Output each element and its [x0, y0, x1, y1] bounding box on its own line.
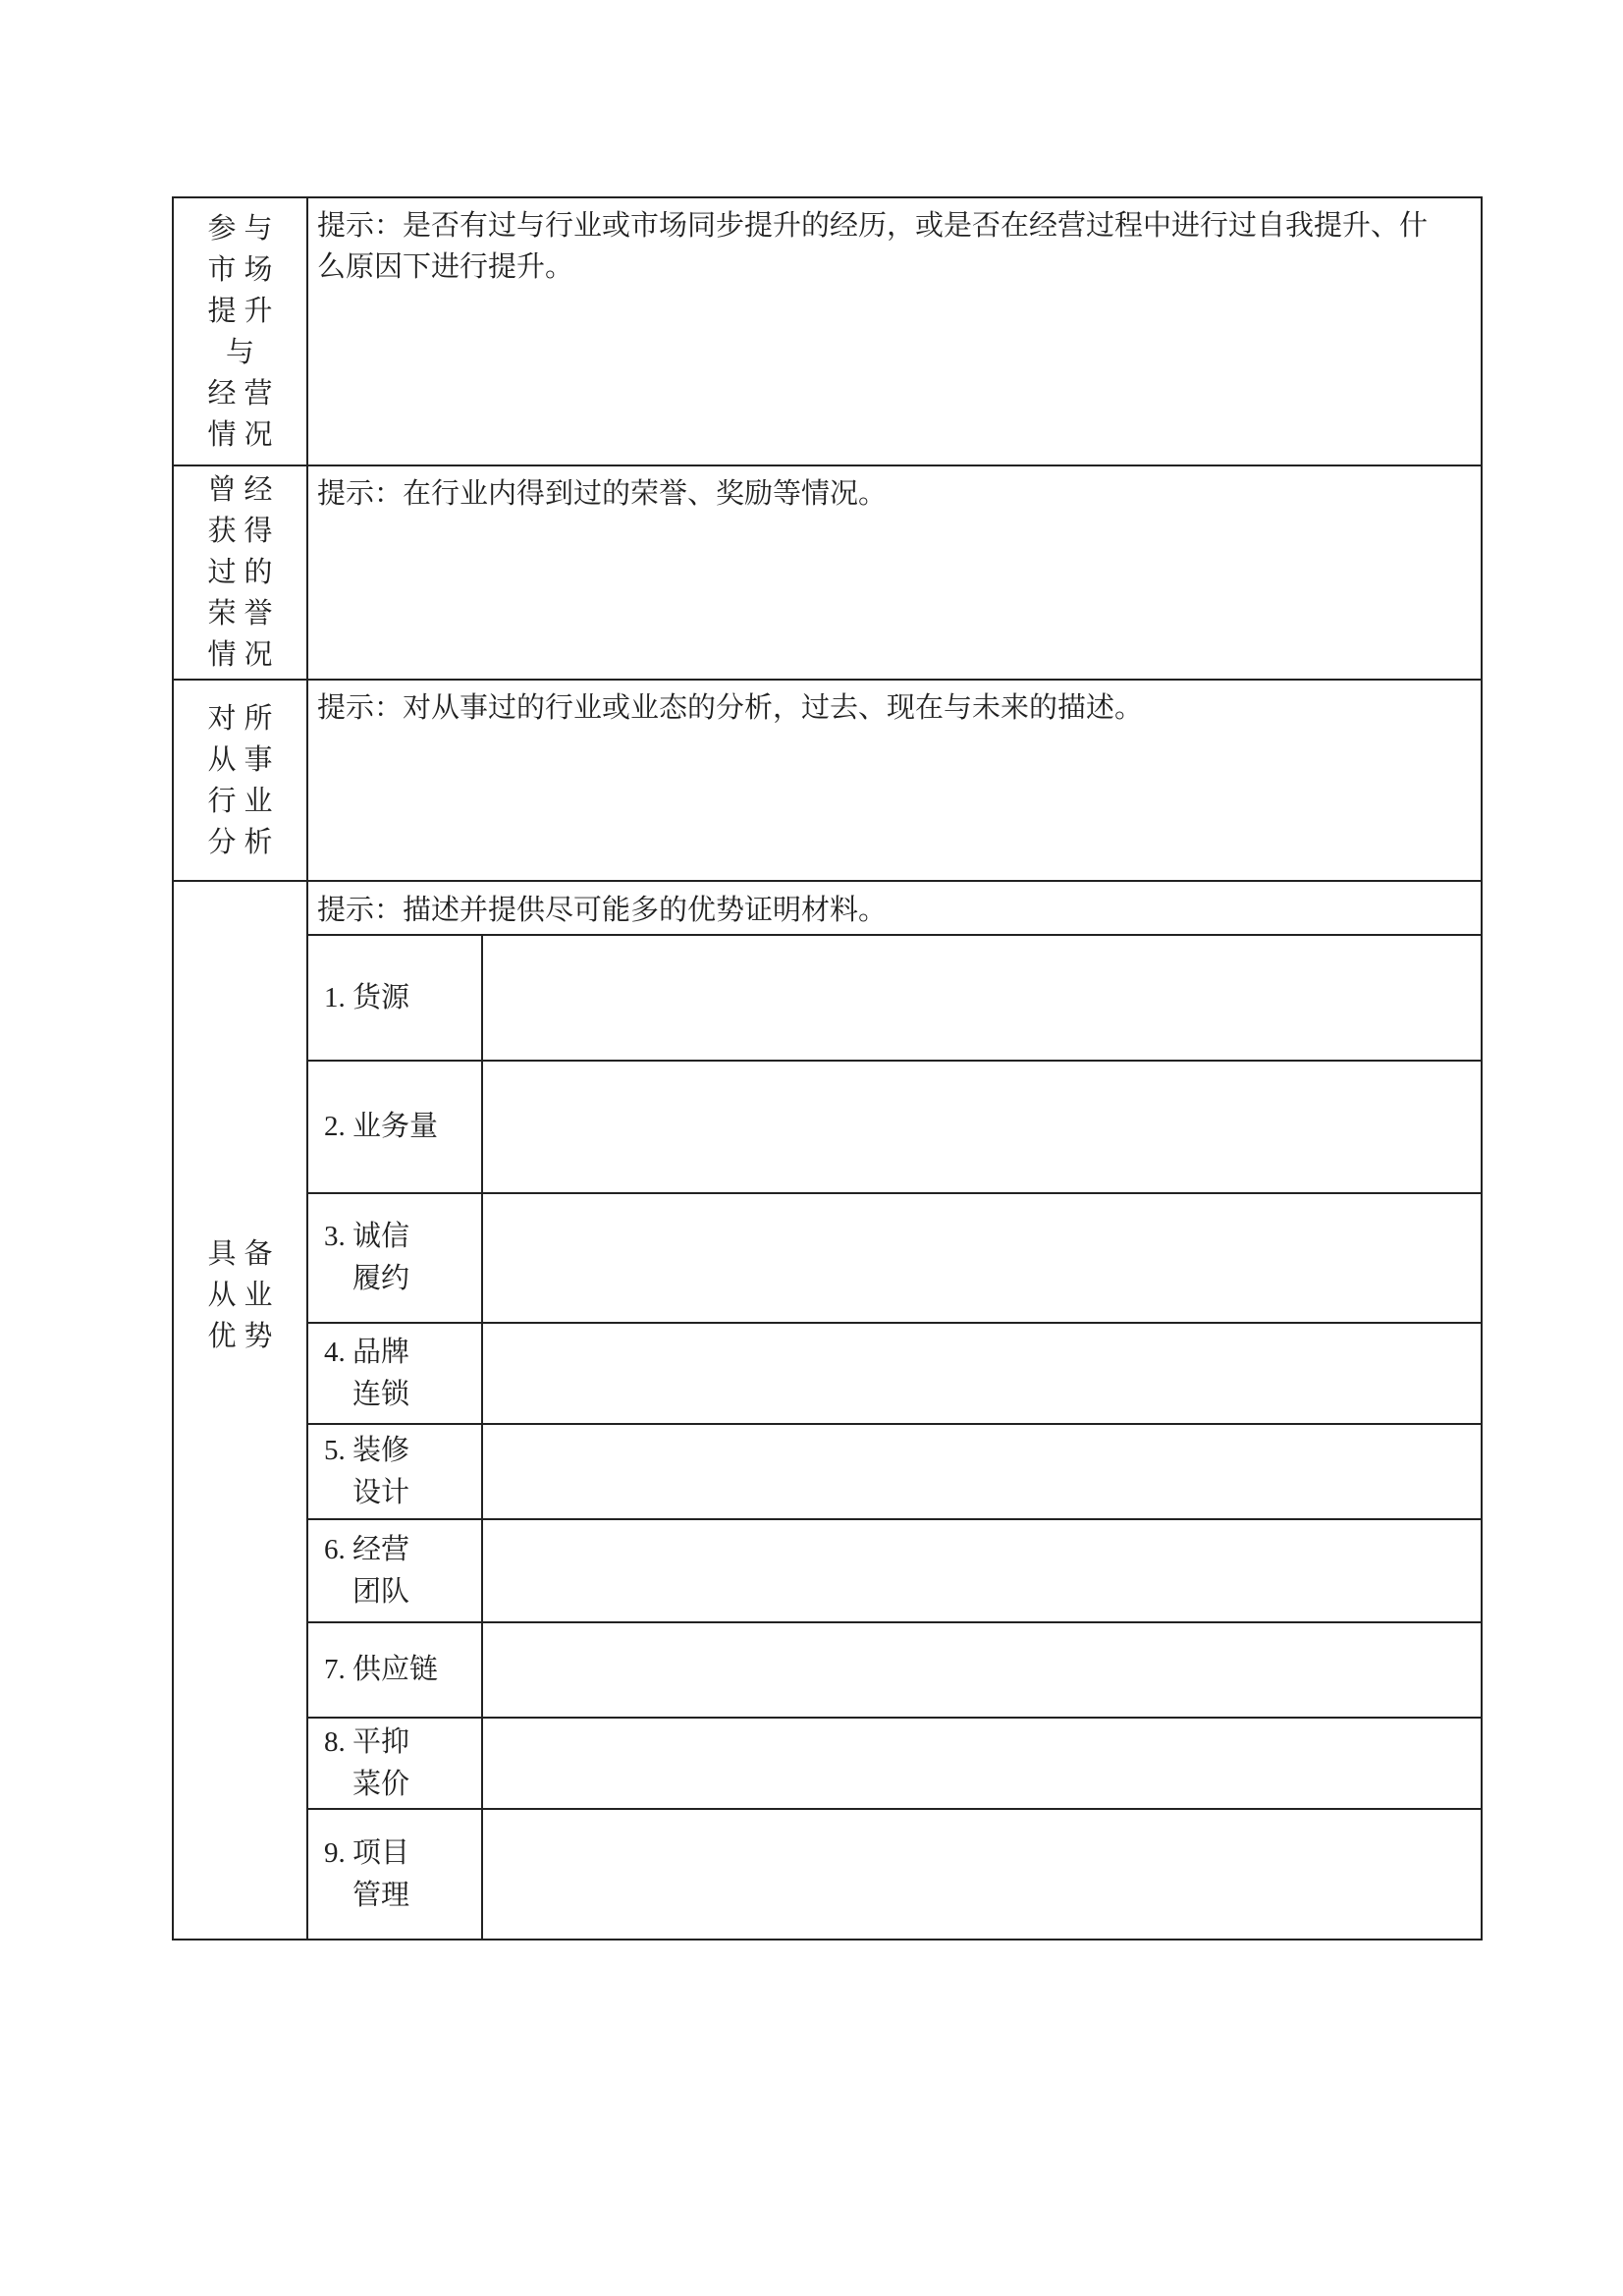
row-label-line: 参与: [207, 212, 281, 245]
advantage-label-line: 8. 平抑: [324, 1725, 410, 1758]
row-label-line: 从事: [207, 743, 281, 776]
row-label-line: 过的: [207, 557, 281, 588]
advantage-label-line: 6. 经营: [324, 1533, 410, 1565]
advantage-label-line: 3. 诚信: [324, 1221, 410, 1252]
advantage-label-line: 团队: [352, 1575, 410, 1608]
advantage-content-cell: [483, 1810, 1481, 1939]
advantage-label-line: 菜价: [352, 1768, 410, 1800]
row-label-advantages: [174, 882, 308, 1939]
advantage-content-cell: [483, 1062, 1481, 1192]
advantage-content-cell: [483, 1520, 1481, 1621]
row-label-line: 经营: [207, 377, 281, 410]
advantage-row-price-stabilization: [308, 1719, 1481, 1810]
advantage-label-line: 9. 项目: [324, 1836, 410, 1869]
row-label-line: 具备: [207, 1238, 281, 1270]
advantage-content-cell: [483, 936, 1481, 1060]
advantage-content-cell: [483, 1324, 1481, 1423]
advantage-content-cell: [483, 1425, 1481, 1518]
advantage-row-supply-sources: [308, 936, 1481, 1062]
row-label-line: 情况: [207, 639, 281, 671]
row-label-line: 优势: [207, 1321, 281, 1352]
advantage-label-line: 2. 业务量: [324, 1111, 439, 1142]
advantage-label-line: 履约: [352, 1263, 410, 1294]
advantage-label-line: 5. 装修: [324, 1434, 410, 1466]
advantage-label: [308, 1719, 483, 1808]
row-label-industry-analysis: [174, 681, 308, 880]
table-row-advantages: [174, 882, 1481, 1939]
advantage-content-cell: [483, 1623, 1481, 1717]
row-label-line: 提升: [207, 295, 281, 327]
hint-cell-market-participation: [308, 198, 1481, 465]
advantage-label-line: 7. 供应链: [324, 1654, 439, 1685]
hint-text: 提示：在行业内得到过的荣誉、奖励等情况。: [317, 478, 888, 510]
advantage-label: [308, 1062, 483, 1192]
advantage-label: [308, 1194, 483, 1322]
row-label-line: 荣誉: [207, 598, 281, 629]
advantage-label-line: 1. 货源: [324, 981, 410, 1013]
row-label-line: 行业: [207, 785, 281, 817]
row-label-line: 与: [225, 336, 262, 368]
advantage-row-brand-chain: [308, 1324, 1481, 1425]
advantage-content-cell: [483, 1194, 1481, 1322]
row-label-line: 曾经: [207, 474, 281, 506]
advantage-label: [308, 1623, 483, 1717]
table-row-market-participation: [174, 198, 1481, 466]
advantage-label-line: 管理: [352, 1879, 410, 1911]
advantage-label: [308, 1520, 483, 1621]
advantage-row-business-volume: [308, 1062, 1481, 1194]
form-table: [172, 196, 1483, 1941]
row-label-market-participation: [174, 198, 308, 465]
advantage-label-line: 连锁: [352, 1378, 410, 1410]
hint-cell-honors: [308, 466, 1481, 679]
row-label-line: 对所: [207, 702, 281, 735]
advantage-label-line: 4. 品牌: [324, 1336, 410, 1368]
advantage-row-integrity: [308, 1194, 1481, 1324]
advantage-hint-row: [308, 882, 1481, 936]
row-label-line: 从业: [207, 1280, 281, 1311]
hint-cell-industry-analysis: [308, 681, 1481, 880]
hint-text: 提示：描述并提供尽可能多的优势证明材料。: [317, 895, 888, 926]
advantage-label: [308, 1810, 483, 1939]
row-label-honors: [174, 466, 308, 679]
row-label-line: 情况: [207, 418, 281, 451]
advantage-row-decoration-design: [308, 1425, 1481, 1520]
advantage-label: [308, 936, 483, 1060]
row-label-line: 分析: [207, 826, 281, 858]
advantage-label: [308, 1324, 483, 1423]
hint-text: 提示：对从事过的行业或业态的分析，过去、现在与未来的描述。: [317, 692, 1144, 724]
advantage-row-supply-chain: [308, 1623, 1481, 1719]
advantage-content-cell: [483, 1719, 1481, 1808]
row-label-line: 获得: [207, 516, 281, 547]
hint-text: 提示：是否有过与行业或市场同步提升的经历，或是否在经营过程中进行过自我提升、什么原因下进行提升。: [317, 210, 1429, 283]
advantage-row-project-management: [308, 1810, 1481, 1939]
row-label-line: 市场: [207, 253, 281, 286]
advantages-area: [308, 882, 1481, 1939]
table-row-honors: [174, 466, 1481, 681]
table-row-industry-analysis: [174, 681, 1481, 882]
advantage-row-management-team: [308, 1520, 1481, 1623]
advantage-label: [308, 1425, 483, 1518]
advantage-label-line: 设计: [352, 1476, 410, 1508]
